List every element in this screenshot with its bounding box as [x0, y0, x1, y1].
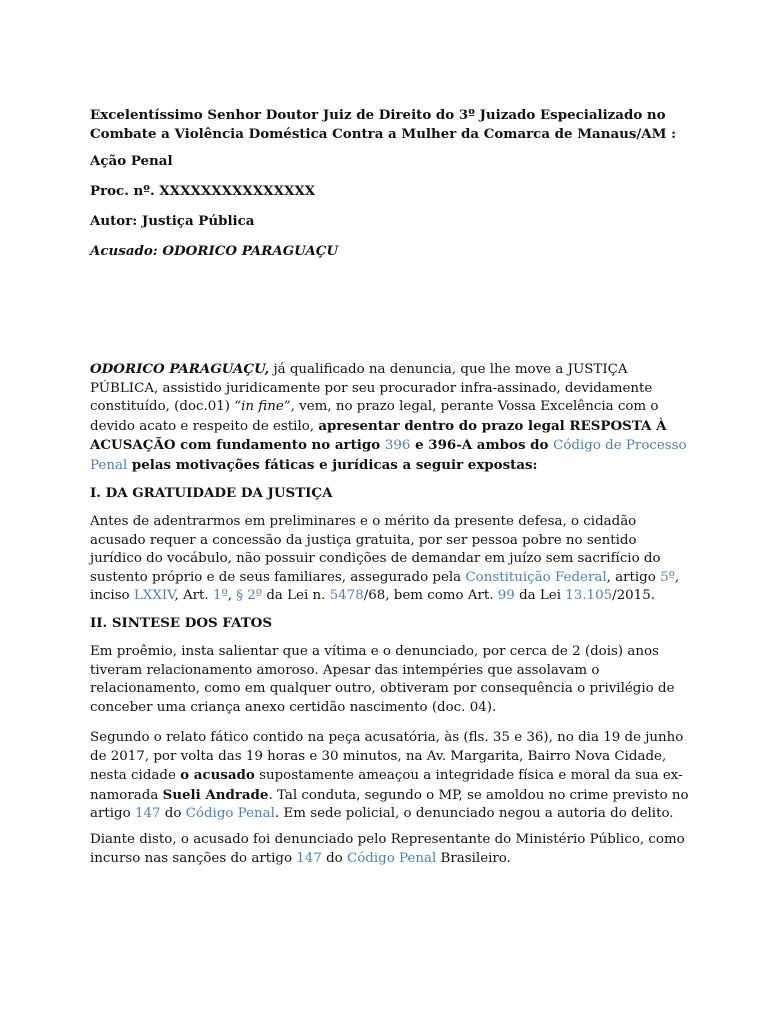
paragraph-text: /68, bem como Art.	[363, 588, 498, 604]
intro-text: já qualificado na denuncia, que lhe move a JUSTIÇA PÚBLICA, assistido juridicamente por seu procurador infra-assinado, devidamente constituído, (doc.01)	[90, 362, 653, 415]
paragraph-text: da Lei	[514, 588, 566, 604]
paragraph-text: supostamente ameaçou a integridade física e moral da sua ex-namorada	[90, 768, 683, 803]
link-lei-13105[interactable]: 13.105	[565, 588, 613, 604]
link-art-1[interactable]: 1º	[212, 588, 228, 604]
autor: Autor: Justiça Pública	[90, 213, 255, 229]
o-acusado: o acusado	[180, 767, 255, 784]
link-artigo-5[interactable]: 5º	[660, 569, 675, 585]
intro-bold: e 396-A ambos do	[410, 437, 554, 454]
defendant-name: ODORICO PARAGUAÇU,	[90, 361, 270, 377]
section-2-heading: II. SINTESE DOS FATOS	[90, 615, 273, 631]
intro-text: , vem, no prazo legal, perante Vossa Excelência com o devido acato e respeito de estilo,	[90, 399, 659, 434]
link-constituicao-federal[interactable]: Constituição Federal	[465, 569, 607, 585]
in-fine: “in fine”	[234, 399, 291, 415]
link-paragrafo-2[interactable]: § 2º	[236, 588, 263, 604]
addressee-line-1: Excelentíssimo Senhor Doutor Juiz de Direito do 3º Juizado Especializado no	[90, 107, 666, 123]
paragraph-text: Diante disto, o acusado foi denunciado pelo Representante do Ministério Público, como incurso nas sanções do artigo	[90, 832, 685, 866]
paragraph-text: Antes de adentrarmos em preliminares e o mérito da presente defesa, o cidadão acusado requer a concessão da justiça gratuita, por ser pessoa pobre no sentido jurídico do vocábulo, não possuir condições de demandar em juízo sem sacrifício do sustento próprio e de seus familiares, assegurado pela	[90, 514, 661, 585]
link-codigo-penal[interactable]: Código Penal	[185, 806, 275, 822]
intro-paragraph	[90, 360, 690, 476]
acao-penal: Ação Penal	[90, 153, 173, 169]
paragraph-text: . Em sede policial, o denunciado negou a autoria do delito.	[274, 806, 674, 822]
paragraph-text: Segundo o relato fático contido na peça acusatória, às (fls. 35 e 36), no dia 19 de junho de 2017, por volta das 19 horas e 30 minutos, na Av. Margarita, Bairro Nova Cidade, nesta cidade	[90, 730, 684, 784]
paragraph-text: do	[321, 850, 347, 866]
intro-bold: apresentar dentro do prazo legal RESPOSTA À ACUSAÇÃO com fundamento no artigo	[90, 417, 667, 454]
paragraph-text: , inciso	[90, 569, 680, 604]
section-2-paragraph-3	[90, 831, 690, 868]
paragraph-text: ,	[227, 588, 237, 604]
paragraph-text: . Tal conduta, segundo o MP, se amoldou no crime previsto no artigo	[90, 787, 689, 822]
acusado: Acusado: ODORICO PARAGUAÇU	[90, 243, 339, 259]
link-lei-5478[interactable]: 5478	[329, 588, 364, 604]
paragraph-text: Brasileiro.	[436, 850, 511, 866]
paragraph-text: /2015.	[612, 588, 655, 604]
link-codigo-processo-penal[interactable]: Código de Processo Penal	[90, 438, 687, 473]
link-artigo-396[interactable]: 396	[384, 438, 411, 454]
process-number: Proc. nº. XXXXXXXXXXXXXXX	[90, 183, 316, 199]
paragraph-text: da Lei n.	[262, 588, 330, 604]
link-inciso-lxxiv[interactable]: LXXIV	[133, 588, 175, 604]
section-2-paragraph-2	[90, 729, 690, 824]
section-2-paragraph-1: Em proêmio, insta salientar que a vítima e o denunciado, por cerca de 2 (dois) anos tiveram relacionamento amoroso. Apesar das intempéries que assolavam o relacionamento, como em qualquer outro, obtiveram por consequência o privilégio de conceber uma criança anexo certidão nascimento (doc. 04).	[90, 644, 675, 715]
link-art-99[interactable]: 99	[497, 588, 515, 604]
victim-name: Sueli Andrade	[162, 786, 269, 803]
paragraph-text: , artigo	[606, 569, 661, 585]
link-codigo-penal[interactable]: Código Penal	[347, 850, 437, 866]
section-1-paragraph	[90, 513, 690, 606]
section-1-heading: I. DA GRATUIDADE DA JUSTIÇA	[90, 485, 333, 501]
link-artigo-147[interactable]: 147	[134, 806, 161, 822]
link-artigo-147[interactable]: 147	[296, 850, 322, 866]
paragraph-text: , Art.	[174, 588, 213, 604]
addressee	[90, 106, 690, 143]
paragraph-text: do	[160, 806, 186, 822]
addressee-line-2: Combate a Violência Doméstica Contra a Mulher da Comarca de Manaus/AM :	[90, 125, 677, 142]
intro-bold: pelas motivações fáticas e jurídicas a seguir expostas:	[127, 456, 538, 473]
